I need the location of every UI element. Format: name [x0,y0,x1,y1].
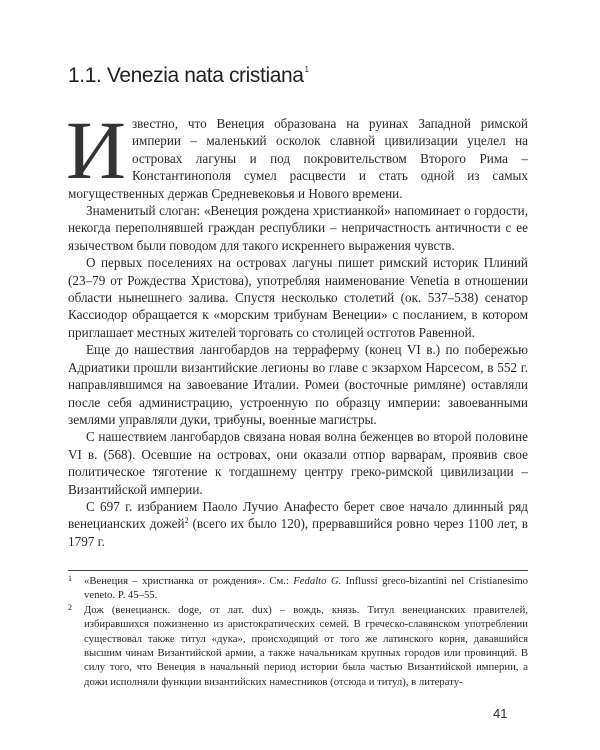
paragraph-5: С нашествием лангобардов связана новая волна беженцев во второй половине VI в. (568). Осевшие на островах, они оказали отпор варварам, проявив свое политическое тяготение к тогдашнему центру греко-римской цивилизации – Византийской империи. [68,429,528,497]
main-text [66,104,528,550]
footnote-1-text-end: Influssi greco-bizantini nel Cristianesimo veneto. P. 45–55. [84,575,529,602]
footnote-1-author: Fedalto G. [293,575,342,587]
footnote-1 [68,574,528,603]
footnote-2-text: Дож (венецианск. doge, от лат. dux) – вождь, князь. Титул венецианских правителей, избиравшихся пожизненно из аристократических семей. В греческо-славянском употреблении существовал также титул «дука», происходящий от того же латинского корня, дававшийся высшим чинам Византийской армии, а также начальникам крупных городов или провинций. В силу того, что Венеция в начальный период истории была частью Византийской империи, а дожи исполняли функции византийских наместников (отсюда и титул), в литерату- [84,603,528,688]
section-heading [68,64,309,88]
footnote-2-mark: 2 [68,602,72,612]
paragraph-6-text-start: С 697 г. избранием Паоло Лучио Анафесто берет свое начало длинный ряд венецианских дожей [68,498,528,532]
paragraph-6 [68,498,528,550]
footnote-1-text-start: «Венеция – христианка от рождения». См.: [84,575,294,587]
paragraph-1 [66,104,528,202]
footnote-ref-2: 2 [184,516,189,526]
section-title: Venezia nata cristiana [106,64,304,87]
drop-cap: И [66,104,126,196]
paragraph-3: О первых поселениях на островах лагуны пишет римский историк Плиний (23–79 от Рождества Христова), употребляя наименование Venetia в отношении области нынешнего залива. Спустя несколько столетий (ок. 537–538) сенатор Кассиодор обращается к «морским трибунам Венеции» с посланием, в котором приглашает местных жителей торговать со столицей остготов Равенной. [68,255,528,340]
footnotes [68,570,528,689]
page-number: 41 [493,706,508,721]
paragraph-2: Знаменитый слоган: «Венеция рождена христианкой» напоминает о гордости, некогда переполнявшей граждан республики – непричастность античности с ее язычеством были поводом для такого искреннего выражения чувств. [68,203,528,253]
heading-footnote-ref: 1 [304,65,309,74]
footnote-2 [68,603,528,689]
paragraph-1-text: звестно, что Венеция образована на руинах Западной римской империи – маленький осколок славной цивилизации уцелел на островах лагуны и под покровительством Второго Рима – Константинополя сумел расцвести и стать одной из самых могущественных держав Средневековья и Нового времени. [68,116,528,201]
paragraph-4: Еще до нашествия лангобардов на терраферму (конец VI в.) по побережью Адриатики прошли византийские легионы во главе с экзархом Нарсесом, в 552 г. направлявшимся на завоевание Италии. Ромеи (восточные римляне) оставляли после себя администрацию, устроенную по образцу империи: завоеванными землями управляли дуки, трибуны, военные магистры. [68,342,528,427]
footnote-1-mark: 1 [68,574,72,583]
paragraph-6-text-end: (всего их было 120), прервавшийся ровно через 1100 лет, в 1797 г. [68,516,528,549]
section-number: 1.1. [68,64,102,87]
